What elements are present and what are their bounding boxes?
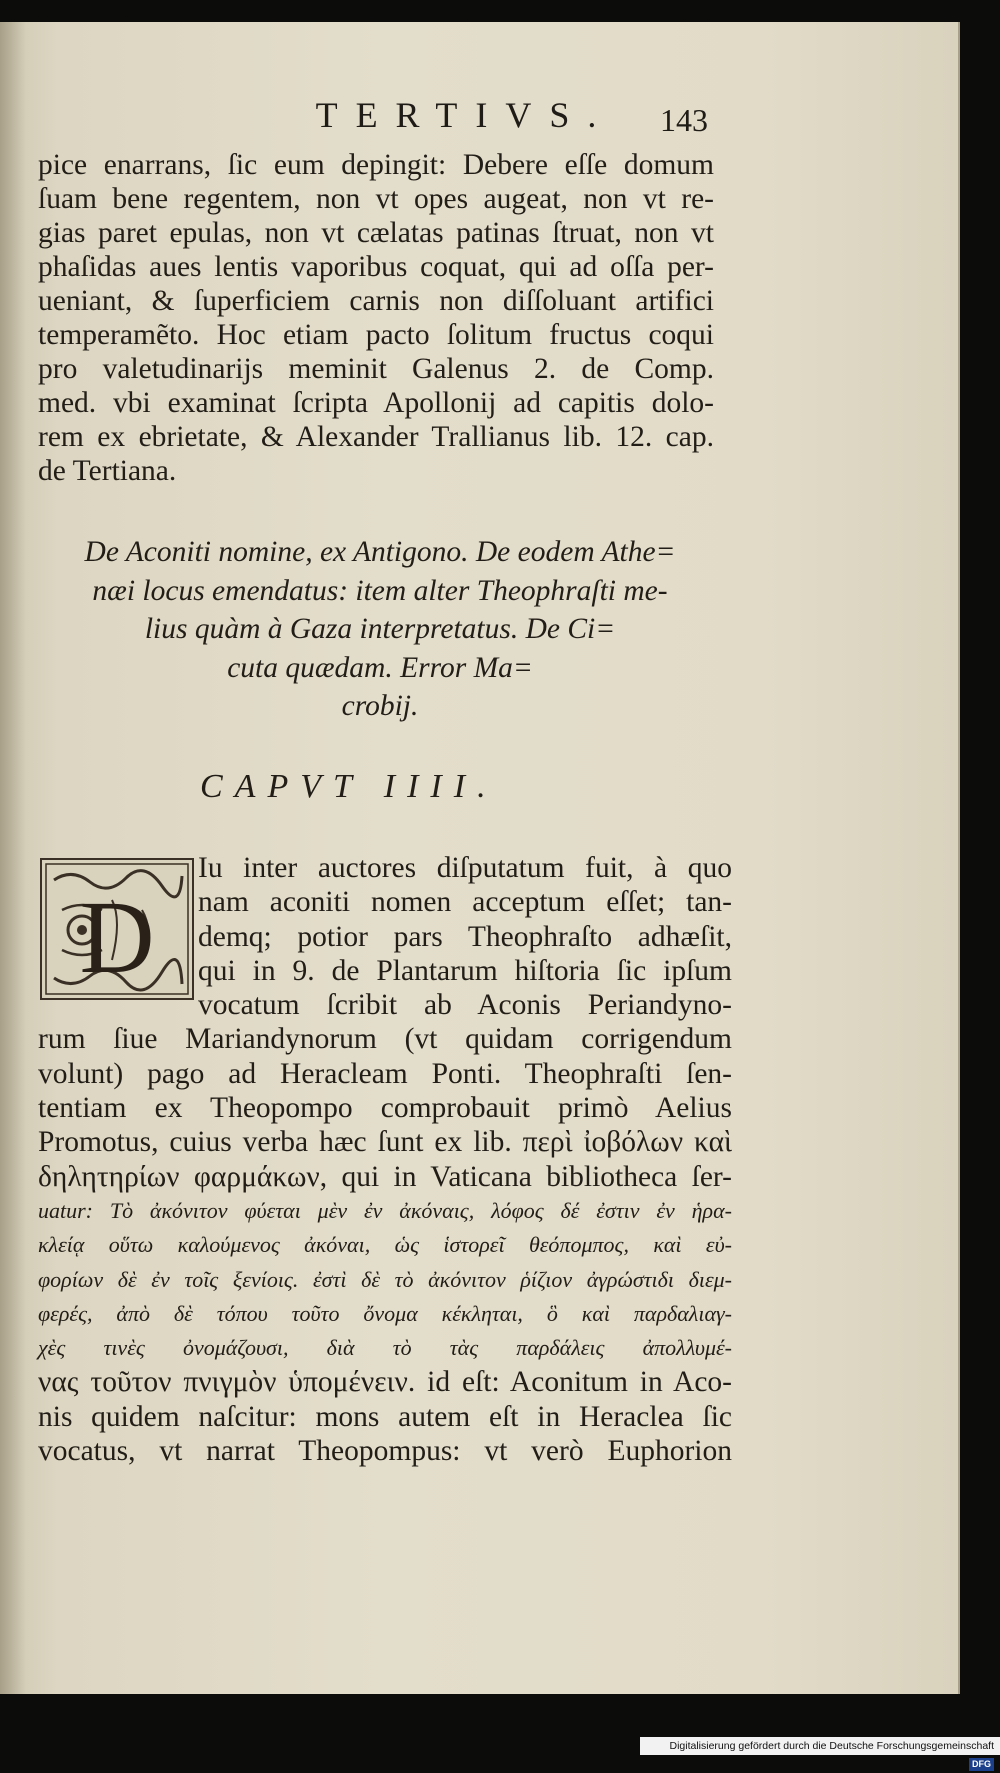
greek-line: φορίων δὲ ἐν τοῖς ξενίοις. ἐστὶ δὲ τὸ ἀκόνιτον ῥίζιον ἀγρώστιδι διεμ-: [38, 1266, 732, 1292]
text-line: gias paret epulas, non vt cælatas patinas ſtruat, non vt: [38, 217, 714, 249]
summary-line: De Aconiti nomine, ex Antigono. De eodem Athe=: [84, 536, 676, 568]
text-line: nis quidem naſcitur: mons autem eſt in Heraclea ſic: [38, 1400, 732, 1433]
digitization-credit: [640, 1737, 1000, 1769]
text-line: δηλητηρίων φαρμάκων, qui in Vaticana bibliotheca ſer-: [38, 1160, 732, 1193]
text-line: ueniant, & ſuperficiem carnis non diſſoluant artifici: [38, 285, 714, 317]
text-line: vocatum ſcribit ab Aconis Periandyno-: [198, 989, 732, 1022]
text-line: pice enarrans, ſic eum depingit: Debere eſſe domum: [38, 149, 714, 181]
text-line: qui in 9. de Plantarum hiſtoria ſic ipſum: [198, 954, 732, 987]
summary-line: lius quàm à Gaza interpretatus. De Ci=: [144, 613, 616, 645]
text-line: vocatus, vt narrat Theopompus: vt verò Euphorion: [38, 1435, 732, 1468]
dfg-logo: DFG: [969, 1758, 994, 1771]
greek-line: χὲς τινὲς ὀνομάζουσι, διὰ τὸ τὰς παρδάλεις ἀπολλυμέ-: [38, 1335, 732, 1361]
top-paragraph: [38, 148, 714, 488]
page-gutter-shadow: [0, 22, 26, 1694]
running-head: TERTIVS.: [315, 95, 615, 135]
summary-line: næi locus emendatus: item alter Theophraſti me-: [92, 574, 668, 607]
greek-line: φερές, ἀπὸ δὲ τόπου τοῦτο ὄνομα κέκληται, ὃ καὶ παρδαλιαγ-: [38, 1300, 732, 1326]
summary-line: cuta quædam. Error Ma=: [227, 651, 533, 684]
credit-text: Digitalisierung gefördert durch die Deutsche Forschungsgemeinschaft: [669, 1740, 994, 1752]
text-line: phaſidas aues lentis vaporibus coquat, qui ad oſſa per-: [38, 251, 714, 283]
text-line: rem ex ebrietate, & Alexander Trallianus lib. 12. cap.: [38, 421, 714, 453]
chapter-body: [38, 851, 732, 1468]
chapter-title: CAPVT IIII.: [200, 768, 498, 805]
text-line: med. vbi examinat ſcripta Apollonij ad capitis dolo-: [38, 387, 714, 419]
summary-line: crobij.: [341, 690, 419, 722]
text-line: volunt) pago ad Heracleam Ponti. Theophraſti ſen-: [38, 1057, 732, 1090]
text-line: demq; potior pars Theophraſto adhæſit,: [198, 920, 732, 953]
initial-letter: D: [79, 880, 155, 995]
text-line: pro valetudinarijs meminit Galenus 2. de Comp.: [38, 353, 714, 385]
text-line: nam aconiti nomen acceptum eſſet; tan-: [198, 886, 732, 919]
text-line: de Tertiana.: [38, 455, 177, 487]
text-line: tentiam ex Theopompo comprobauit primò Aelius: [38, 1092, 732, 1125]
text-line: ſuam bene regentem, non vt opes augeat, non vt re-: [38, 183, 714, 215]
page-number: 143: [660, 102, 708, 138]
text-line: rum ſiue Mariandynorum (vt quidam corrigendum: [38, 1023, 732, 1056]
text-line: temperamẽto. Hoc etiam pacto ſolitum fructus coqui: [38, 319, 714, 351]
text-line: Promotus, cuius verba hæc ſunt ex lib. περὶ ἰοβόλων καὶ: [38, 1126, 732, 1159]
greek-line: uatur: Τὸ ἀκόνιτον φύεται μὲν ἐν ἀκόναις, λόφος δέ ἐστιν ἐν ἡρα-: [38, 1197, 732, 1223]
greek-line: κλείᾳ οὕτω καλούμενος ἀκόναι, ὡς ἱστορεῖ θεόπομπος, καὶ εὐ-: [38, 1232, 732, 1258]
text-line: νας τοῦτον πνιγμὸν ὑπομένειν. id eſt: Aconitum in Aco-: [38, 1366, 732, 1399]
text-line: Iu inter auctores diſputatum fuit, à quo: [198, 852, 732, 884]
chapter-summary: [40, 533, 720, 726]
